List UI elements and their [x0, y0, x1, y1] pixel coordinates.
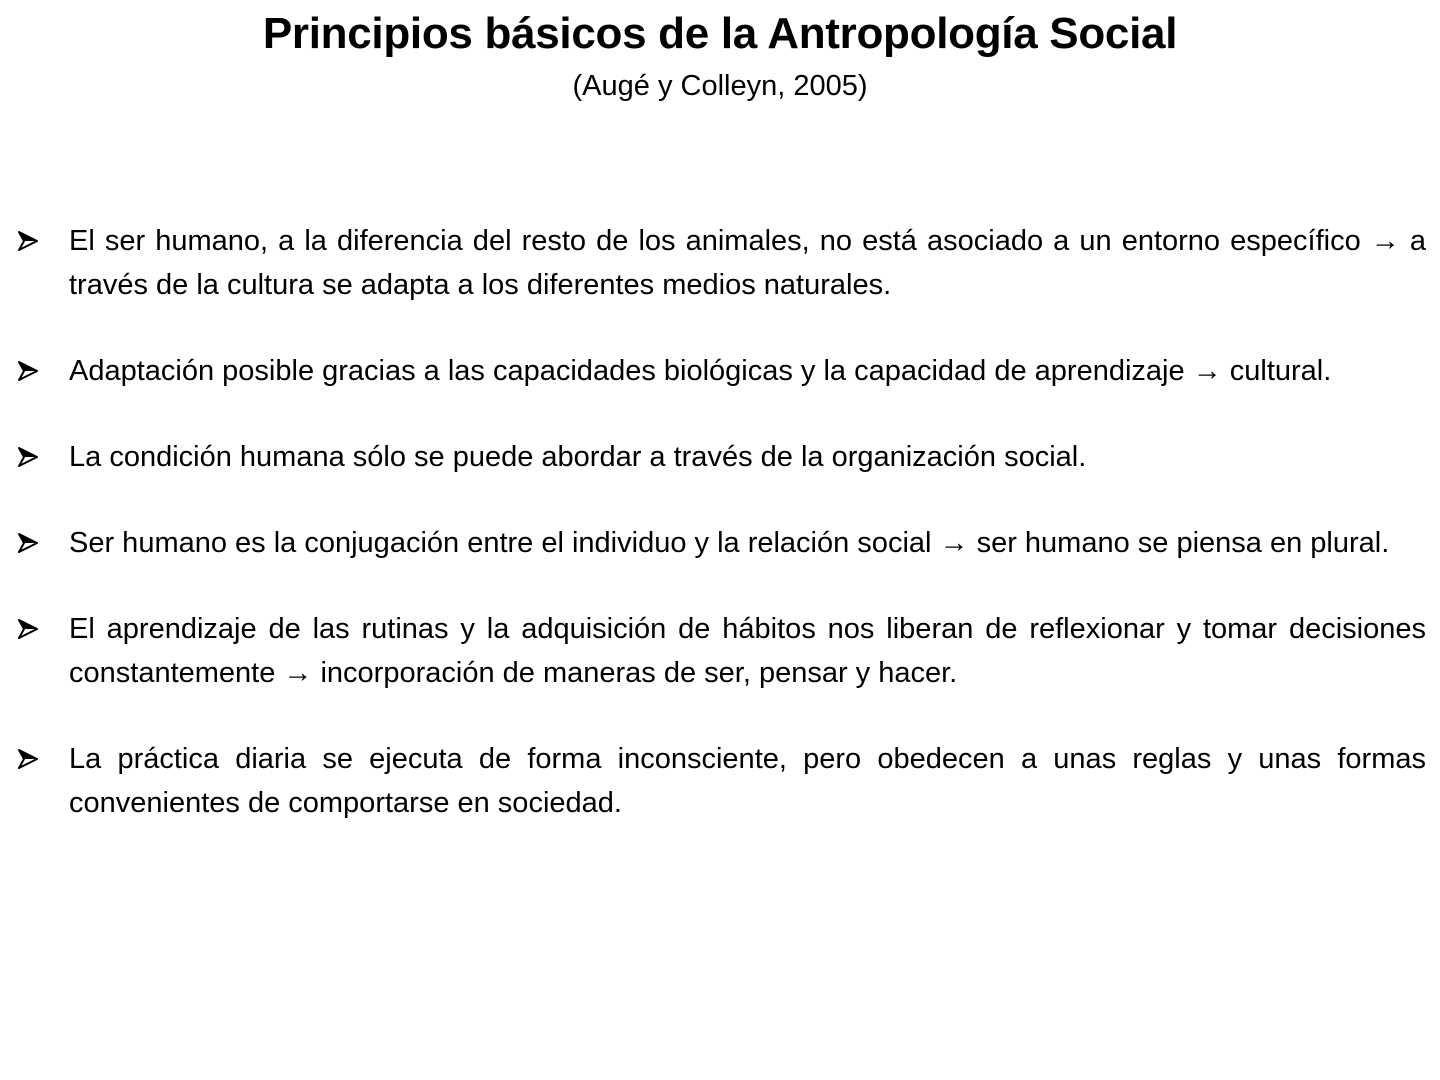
bullet-text-before: El aprendizaje de las rutinas y la adquisición de hábitos nos liberan de reflexionar y tomar decisiones constantemente — [69, 613, 1426, 689]
bullet-text-before: La condición humana sólo se puede abordar a través de la organización social. — [69, 441, 1087, 473]
bullet-text-after: a través de la cultura se adapta a los diferentes medios naturales. — [69, 225, 1426, 301]
bullet-text-before: Adaptación posible gracias a las capacidades biológicas y la capacidad de aprendizaje — [69, 355, 1185, 387]
arrowhead-bullet-icon — [17, 521, 43, 565]
bullet-item-5 — [69, 607, 1426, 695]
arrowhead-bullet-icon — [17, 219, 43, 263]
slide-subtitle: (Augé y Colleyn, 2005) — [572, 70, 868, 102]
bullet-text-after: ser humano se piensa en plural. — [976, 527, 1390, 559]
bullet-text-before: Ser humano es la conjugación entre el individuo y la relación social — [69, 527, 932, 559]
arrowhead-bullet-icon — [17, 737, 43, 781]
right-arrow-icon: → — [283, 657, 313, 689]
bullet-text-before: La práctica diaria se ejecuta de forma inconsciente, pero obedecen a unas reglas y unas formas convenientes de comportarse en sociedad. — [69, 743, 1426, 819]
right-arrow-icon: → — [1370, 225, 1400, 257]
bullet-item-6 — [69, 737, 1426, 825]
bullet-item-4 — [69, 521, 1426, 565]
arrowhead-bullet-icon — [17, 435, 43, 479]
right-arrow-icon: → — [939, 527, 969, 559]
arrowhead-bullet-icon — [17, 607, 43, 651]
bullet-text-before: El ser humano, a la diferencia del resto de los animales, no está asociado a un entorno específico — [69, 225, 1361, 257]
bullet-item-3 — [69, 435, 1426, 479]
bullet-text-after: incorporación de maneras de ser, pensar y hacer. — [320, 657, 958, 689]
bullet-item-2 — [69, 349, 1426, 393]
arrowhead-bullet-icon — [17, 349, 43, 393]
slide-title: Principios básicos de la Antropología Social — [262, 9, 1178, 58]
bullet-item-1 — [69, 219, 1426, 307]
right-arrow-icon: → — [1192, 355, 1222, 387]
bullet-text-after: cultural. — [1229, 355, 1332, 387]
bullet-list — [0, 219, 1440, 867]
